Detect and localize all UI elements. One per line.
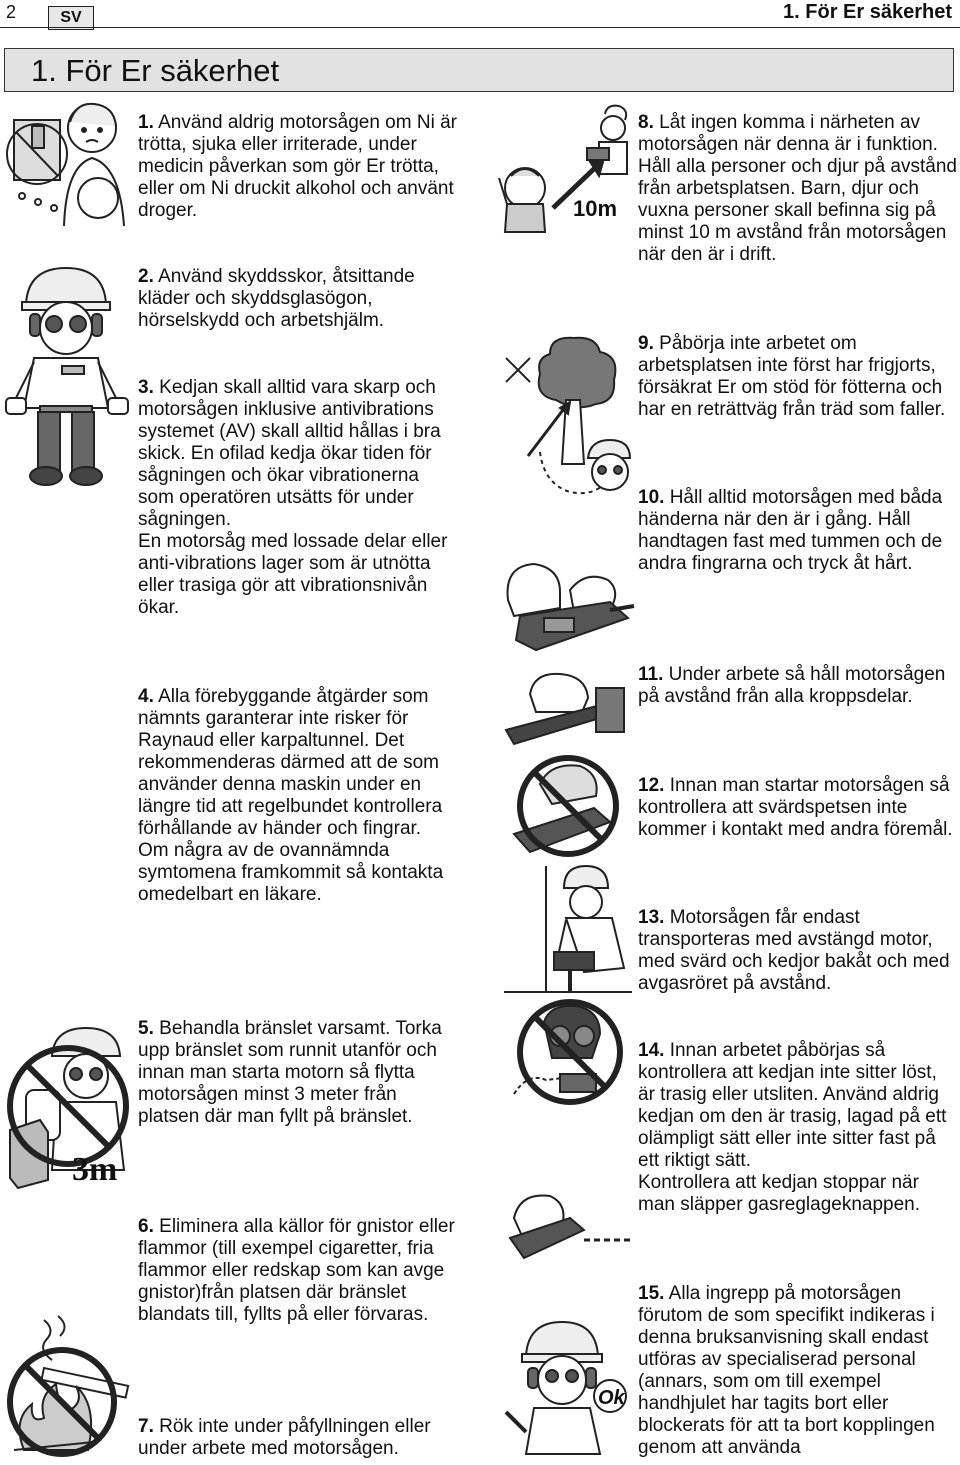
saw-away-from-body-illustration	[500, 666, 636, 746]
item-number: 7.	[138, 1416, 154, 1437]
header-divider	[0, 27, 960, 28]
item-text: Använd aldrig motorsågen om Ni är trötta, sjuka eller irriterade, under medicin påverkan som gör Er trötta, eller om Ni druckit alkohol och använt droger.	[138, 112, 457, 221]
item-number: 8.	[638, 112, 654, 133]
protective-equipment-worker-illustration	[4, 262, 130, 488]
safety-item-10	[638, 487, 958, 575]
item-text: Innan man startar motorsågen så kontrollera att svärdspetsen inte kommer i kontakt med andra föremål.	[638, 775, 953, 840]
item-text: Påbörja inte arbetet om arbetsplatsen inte först har frigjorts, försäkrat Er om stöd för fötterna och har en reträttväg från träd som faller.	[638, 333, 946, 420]
chain-check-prohibition-illustration	[500, 996, 636, 1116]
specialist-service-ok-illustration	[500, 1316, 636, 1456]
section-title-bar	[4, 48, 954, 92]
section-title: 1. För Er säkerhet	[31, 53, 280, 88]
safety-item-1	[138, 112, 460, 222]
item-text: Kedjan skall alltid vara skarp och motorsågen inklusive antivibrations systemet (AV) skall alltid hållas i bra skick. En ofilad kedja ökar tiden för sågningen och ökar vibrationerna som operatören utsätts för under sågningen.	[138, 377, 441, 530]
safety-item-6	[138, 1216, 460, 1326]
safety-item-11	[638, 664, 958, 708]
tired-worker-illustration	[4, 96, 130, 236]
item-number: 1.	[138, 112, 154, 133]
item-text: Låt ingen komma i närheten av motorsågen när denna är i funktion. Håll alla personer och djur på avstånd från arbetsplatsen. Barn, djur och vuxna personer skall befinna sig på minst 10 m avstånd från motorsågen när den är i drift.	[638, 112, 957, 265]
item-text-extra: Kontrollera att kedjan stoppar när man släpper gasreglageknappen.	[638, 1172, 921, 1215]
item-number: 14.	[638, 1040, 665, 1061]
item-number: 13.	[638, 907, 665, 928]
safety-item-9	[638, 333, 958, 421]
safety-item-5	[138, 1018, 460, 1128]
felling-retreat-path-illustration	[500, 334, 636, 504]
keep-distance-10m-illustration	[495, 104, 631, 236]
safety-item-14	[638, 1040, 958, 1216]
item-number: 2.	[138, 266, 154, 287]
item-number: 12.	[638, 775, 665, 796]
running-header-title: 1. För Er säkerhet	[783, 1, 952, 23]
item-text: Under arbete så håll motorsågen på avstånd från alla kroppsdelar.	[638, 664, 946, 707]
distance-10m-label: 10m	[573, 196, 618, 221]
no-kickback-contact-illustration	[500, 744, 636, 864]
safety-item-13	[638, 907, 958, 995]
language-badge: SV	[48, 6, 94, 30]
item-text: Alla förebyggande åtgärder som nämnts garanterar inte risker för Raynaud eller karpaltunnel. Det rekommenderas därmed att de som använder denna maskin under en längre tid att regelbundet kontrollera förhållande av händer och fingrar.	[138, 686, 443, 839]
item-number: 4.	[138, 686, 154, 707]
item-text: Använd skyddsskor, åtsittande kläder och skyddsglasögon, hörselskydd och arbetshjälm.	[138, 266, 415, 331]
distance-3m-label: 3m	[72, 1151, 118, 1188]
item-text-extra: En motorsåg med lossade delar eller anti-vibrations lager som är utnötta eller trasiga gör att vibrationsnivån ökar.	[138, 531, 448, 618]
item-number: 5.	[138, 1018, 154, 1039]
safety-item-4	[138, 686, 460, 906]
no-smoking-fire-illustration	[4, 1310, 134, 1460]
item-text: Håll alltid motorsågen med båda händerna när den är i gång. Håll handtagen fast med tummen och de andra fingrarna och tryck åt hårt.	[638, 487, 943, 574]
item-text: Alla ingrepp på motorsågen förutom de som specifikt indikeras i denna bruksanvisning skall endast utföras av specialiserad personal (annars, som om till exempel handhjulet har tagits bort eller blockerats för att ta bort kopplingen genom att använda	[638, 1283, 935, 1458]
item-text: Rök inte under påfyllningen eller under arbete med motorsågen.	[138, 1416, 431, 1459]
safety-item-2	[138, 266, 460, 332]
item-number: 11.	[638, 664, 664, 685]
safety-item-3	[138, 377, 460, 619]
two-hand-grip-illustration	[500, 546, 636, 658]
safety-item-15	[638, 1283, 958, 1459]
item-number: 3.	[138, 377, 154, 398]
item-text: Behandla bränslet varsamt. Torka upp bränslet som runnit utanför och innan man starta motorn så flytta motorsågen minst 3 meter från platsen där man fyllt på bränslet.	[138, 1018, 442, 1127]
chain-stop-illustration	[500, 1178, 636, 1274]
page-number: 2	[6, 2, 17, 22]
safety-item-8	[638, 112, 958, 266]
item-text: Motorsågen får endast transporteras med avstängd motor, med svärd och kedjor bakåt och med avgasröret på avstånd.	[638, 907, 950, 994]
item-number: 15.	[638, 1283, 665, 1304]
ok-label: Ok	[598, 1387, 625, 1409]
fuel-distance-prohibition-illustration	[4, 1020, 130, 1190]
item-text: Eliminera alla källor för gnistor eller flammor (till exempel cigaretter, fria flammor eller redskap som kan avge gnistor)från platsen där bränslet blandats till, fyllts på eller förvaras.	[138, 1216, 455, 1325]
safety-item-12	[638, 775, 958, 841]
item-number: 6.	[138, 1216, 154, 1237]
item-number: 10.	[638, 487, 665, 508]
item-text: Innan arbetet påbörjas så kontrollera att kedjan inte sitter löst, är trasig eller utsliten. Använd aldrig kedjan om den är trasig, lagad på ett olämpligt sätt eller inte sitter fast på ett riktigt sätt.	[638, 1040, 947, 1171]
item-text-extra: Om några av de ovannämnda symtomena framkommit så kontakta omedelbart en läkare.	[138, 840, 444, 905]
item-number: 9.	[638, 333, 654, 354]
safety-item-7	[138, 1416, 460, 1460]
transport-saw-illustration	[500, 860, 636, 1000]
